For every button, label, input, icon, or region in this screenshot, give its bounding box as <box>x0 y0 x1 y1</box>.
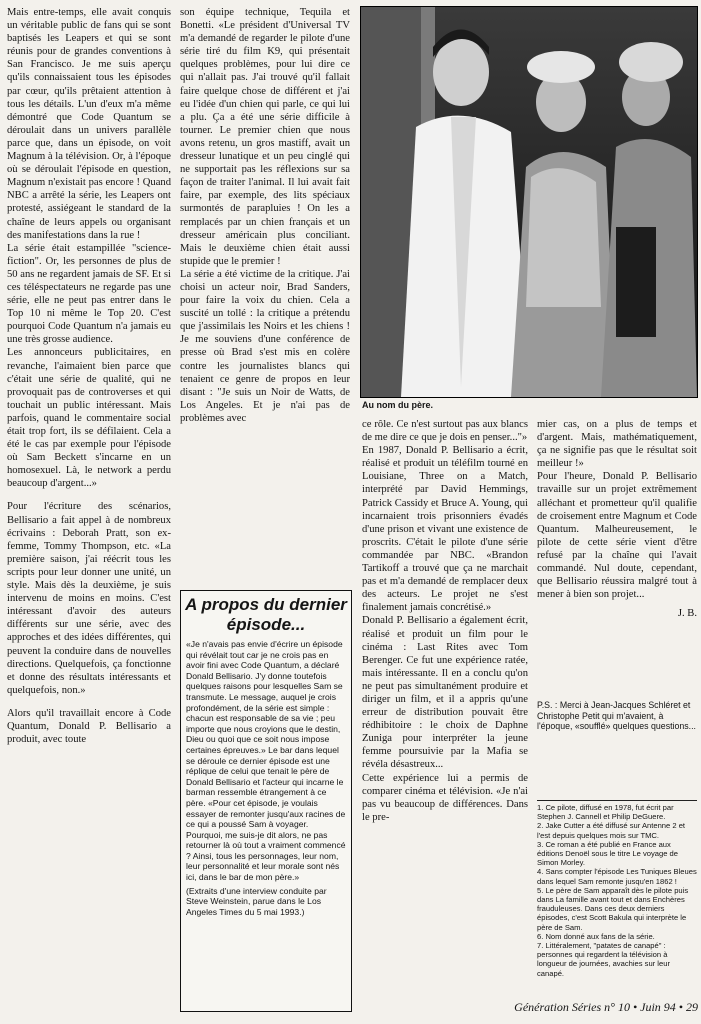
paragraph: mier cas, on a plus de temps et d'argent. Mais, mathématiquement, ça ne signifie pas que le résultat soit meilleur !» <box>537 419 697 470</box>
footnote: 2. Jake Cutter a été diffusé sur Antenne 2 et l'est depuis quelques mois sur TMC. <box>537 821 686 840</box>
photo-priest-and-women <box>360 6 698 398</box>
footnote: 1. Ce pilote, diffusé en 1978, fut écrit par Stephen J. Cannell et Philip DeGuere. <box>537 803 674 822</box>
footnote: 6. Nom donné aux fans de la série. <box>537 931 655 941</box>
article-column-4 <box>537 418 697 620</box>
paragraph: La série était estampillée "science-fiction". Or, les personnes de plus de 50 ans ne regardent jamais de SF. Et si ces téléspectateurs ne regarde pas une série, elle ne peut pas entrer dans le Top 10 ni même le Top 20. C'est pourquoi Code Quantum n'a jamais eu une très grosse audience. <box>7 242 171 346</box>
photo-caption: Au nom du père. <box>362 400 434 410</box>
sidebar-box <box>180 590 352 1012</box>
author-signature: J. B. <box>677 608 697 620</box>
sidebar-title: A propos du dernier épisode... <box>185 595 347 634</box>
paragraph: Pour l'heure, Donald P. Bellisario travaille sur un projet extrêmement alléchant et prometteur qu'il qualifie de croisement entre Magnum et Code Quantum. Malheureusement, le pilote de cette série vient d'être refusé par la chaîne qui l'avait commandé. Nul doute, cependant, que Bellisario réussira malgré tout à mener à bien son projet... <box>537 471 697 601</box>
footnotes <box>537 800 697 978</box>
paragraph: ce rôle. Ce n'est surtout pas aux blancs de me dire ce que je dois en penser..."» <box>362 419 528 444</box>
photo-illustration <box>361 7 697 397</box>
paragraph: Mais entre-temps, elle avait conquis un véritable public de fans qui se sont baptisés les Leapers et qui se sont réunis pour de grandes conventions à San Francisco. Je me suis aperçu qu'ils connaissaient tous les épisodes par cœur, qu'ils prêtaient attention à tous les détails. L'un d'eux m'a même démontré que Code Quantum se déroulait dans un univers parallèle parce que, dans un épisode, on voit Magnum à la télévision. Or, à l'époque où se déroulait l'épisode en question, Magnum n'existait pas encore ! Quand NBC a arrêté la série, les Leapers ont protesté, assiégeant le standard de la chaîne de leurs appels ou organisant des manifestations dans la rue ! <box>7 7 171 241</box>
paragraph: Donald P. Bellisario a également écrit, réalisé et produit un film pour le cinéma : Last Rites avec Tom Berenger. Ce fut une expérience ratée, mais intéressante. Il en a conclu qu'on ne peut pas simultanément produire et diriger un film, et il a appris qu'une erreur de distribution pouvait être rédhibitoire : le choix de Daphne Zuniga pour interpréter la jeune femme poursuivie par la Mafia se révéla désastreux... <box>362 615 528 771</box>
postscript: P.S. : Merci à Jean-Jacques Schléret et Christophe Petit qui m'avaient, à l'époque, «soufflé» quelques questions... <box>537 700 697 732</box>
paragraph: Alors qu'il travaillait encore à Code Quantum, Donald P. Bellisario a produit, avec toute <box>7 707 171 746</box>
sidebar-credit: (Extraits d'une interview conduite par Steve Weinstein, parue dans le Los Angeles Times du 5 mai 1993.) <box>186 885 327 917</box>
article-column-2 <box>180 6 350 425</box>
footnote: 5. Le père de Sam apparaît dès le pilote puis dans La famille avant tout et dans Enchères frauduleuses. Dans ces deux derniers épisodes, c'est Scott Bakula qui interprète le père de Sam. <box>537 885 689 932</box>
article-column-1 <box>7 6 171 746</box>
footnote: 7. Littéralement, "patates de canapé" : personnes qui regardent la télévision à longueur de journées, avachies sur leur canapé. <box>537 941 670 978</box>
paragraph: Pour l'écriture des scénarios, Bellisario a fait appel à de nombreux écrivains : Deborah Pratt, son ex-femme, Tommy Thompson, etc. «La première saison, j'ai réécrit tous les scripts pour leur donner une unité, un style. Mais dès la deuxième, je suis intervenu de moins en moins. C'est intéressant d'avoir des auteurs différents sur une série, avec des approches et des idées différentes, qui peuvent la conduire dans de nouvelles directions. Quelquefois, ça fonctionne et donne des résultats intéressants et quelquefois, non.» <box>7 501 171 696</box>
footnote: 3. Ce roman a été publié en France aux éditions Denoël sous le titre Le voyage de Simon Morley. <box>537 839 678 868</box>
footnote: 4. Sans compter l'épisode Les Tuniques Bleues dans lequel Sam remonte jusqu'en 1862 ! <box>537 867 697 886</box>
paragraph: La série a été victime de la critique. J'ai choisi un acteur noir, Brad Sanders, pour faire la voix du chien. Cela a suscité un tollé : la critique a prétendu que j'assimilais les Noirs et les chiens ! Je me souviens d'une conférence de presse où Brad s'est mis en colère contre les journalistes blancs qui tenaient ce genre de propos en leur disant : "Je suis un Noir de Watts, de Los Angeles. Et je n'ai pas de problèmes avec <box>180 268 350 424</box>
paragraph: En 1987, Donald P. Bellisario a écrit, réalisé et produit un téléfilm tourné en Louisiane, Three on a Match, interprété par David Hemmings, Patrick Cassidy et Bruce A. Young, qui incarnaient trois prisonniers évadés d'une prison et vivant une existence de proscrits. C'était le pilote d'une série commandée par NBC. «Brandon Tartikoff a trouvé que ça ne marchait pas et m'a demandé de remplacer deux des acteurs. Le projet ne s'est finalement jamais concrétisé.» <box>362 445 528 614</box>
paragraph: Cette expérience lui a permis de comparer cinéma et télévision. «Je n'ai pas vu beaucoup de différences. Dans le pre- <box>362 772 528 823</box>
paragraph: Les annonceurs publicitaires, en revanche, l'aimaient bien parce que c'était une série de qualité, qui ne provoquait pas de controverses et qui touchait un public intéressant. Mais parfois, quand le commentaire social était trop fort, ils se défilaient. Cela a été le cas par exemple pour l'épisode où Sam Beckett s'incarne en un homosexuel. Là, le network a perdu beaucoup d'argent...» <box>7 347 171 490</box>
page-footer: Génération Séries n° 10 • Juin 94 • 29 <box>514 1000 698 1014</box>
paragraph: son équipe technique, Tequila et Bonetti. «Le président d'Universal TV m'a demandé de regarder le pilote d'une série tiré du film K9, qui présentait quelques problèmes, pour lui dire ce qui n'allait pas. J'ai trouvé qu'il fallait faire quelque chose de différent et j'ai eu l'idée d'un chien qui parle, ce qui lui a plu. Ça a été une série difficile à tourner. Le premier chien que nous avons retenu, un gros mastiff, avait un dresseur lunatique et un peu cinglé qui ne supportait pas les réflexions sur sa façon de traiter l'animal. Il lui avait fait faire, par exemple, des lits spéciaux surmontés de parapluies ! On les a remplacés par un chien français et un dresseur américain plus conciliant. Mais le deuxième chien était aussi stupide que le premier ! <box>180 7 350 267</box>
sidebar-text: «Je n'avais pas envie d'écrire un épisode qui révélait tout car je ne crois pas en avoir fini avec Code Quantum, a déclaré Donald Bellisario. J'y donne toutefois quelques raisons pour lesquelles Sam se transmute. Le message, auquel je crois profondément, de la série est simple : chacun est responsable de sa vie ; peu importe que nous croyions que le destin, Dieu ou quoi que ce soit nous impose certaines épreuves.» Le bar dans lequel se déroule ce dernier épisode est une réplique de celui que tenait le père de Donald Bellisario et l'acteur qui incarne le barman ressemble étrangement à ce père. «Pour cet épisode, je voulais essayer de remonter jusqu'aux racines de ce qui a poussé Sam à voyager. Pourquoi, me suis-je dit alors, ne pas retourner là où tout a vraiment commencé ? Ainsi, tous les personnages, leur nom, leur personnalité et leur morale sont nés ici, dans le bar de mon père.» <box>186 639 346 883</box>
article-column-3 <box>362 418 528 824</box>
